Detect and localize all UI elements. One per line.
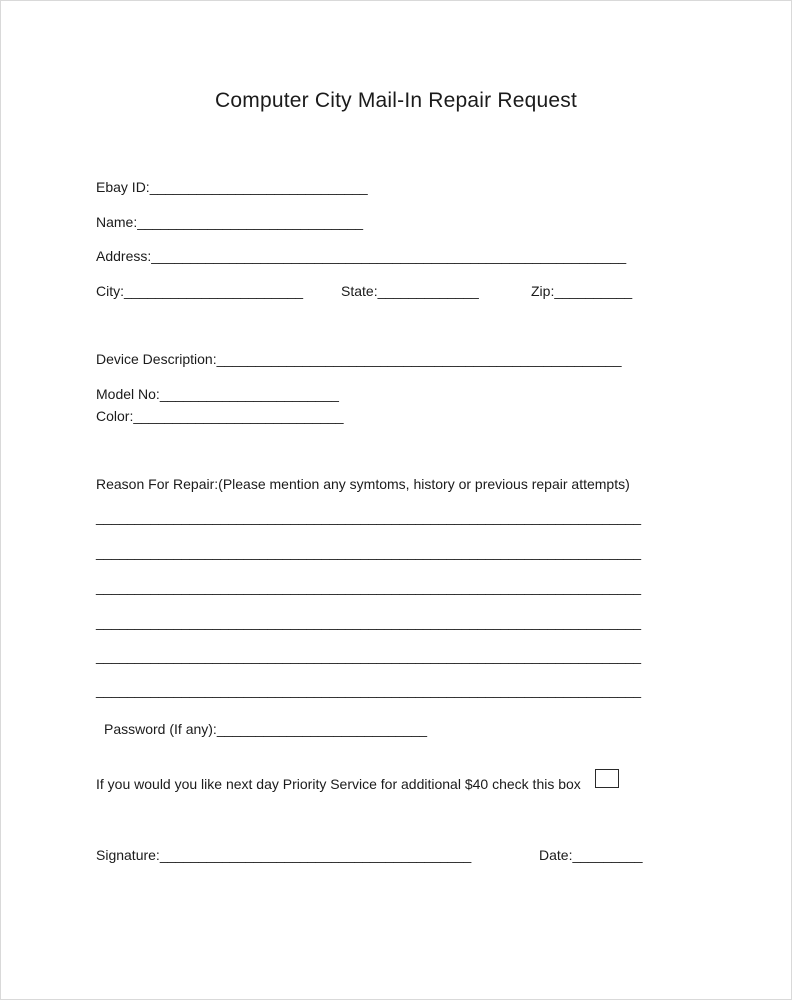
reason-blank-line: ______________________________________________________________________ — [96, 509, 642, 525]
color-row — [96, 407, 344, 425]
date-label: Date: — [539, 847, 573, 863]
reason-line-4 — [96, 613, 641, 631]
address-blank: _____________________________________________________________ — [151, 248, 627, 264]
signature-label: Signature: — [96, 847, 160, 863]
color-label: Color: — [96, 408, 134, 424]
city-field — [96, 282, 303, 300]
date-field — [539, 846, 643, 864]
reason-blank-line: ______________________________________________________________________ — [96, 614, 642, 630]
zip-blank: __________ — [554, 283, 633, 299]
reason-blank-line: ______________________________________________________________________ — [96, 579, 642, 595]
reason-blank-line: ______________________________________________________________________ — [96, 648, 642, 664]
reason-row — [96, 475, 630, 493]
reason-line-3 — [96, 578, 641, 596]
city-blank: _______________________ — [124, 283, 304, 299]
reason-label: Reason For Repair:(Please mention any symtoms, history or previous repair attempts) — [96, 476, 630, 492]
name-blank: _____________________________ — [137, 214, 364, 230]
reason-line-6 — [96, 681, 641, 699]
name-row — [96, 213, 363, 231]
device-description-blank: ____________________________________________________ — [216, 351, 622, 367]
address-label: Address: — [96, 248, 152, 264]
password-row — [104, 720, 427, 738]
state-label: State: — [341, 283, 378, 299]
model-no-blank: _______________________ — [159, 386, 339, 402]
signature-field — [96, 846, 471, 864]
signature-blank: ________________________________________ — [159, 847, 472, 863]
form-title: Computer City Mail-In Repair Request — [215, 89, 577, 112]
device-description-label: Device Description: — [96, 351, 217, 367]
model-no-label: Model No: — [96, 386, 160, 402]
reason-line-5 — [96, 647, 641, 665]
model-no-row — [96, 385, 339, 403]
reason-line-2 — [96, 543, 641, 561]
state-blank: _____________ — [377, 283, 479, 299]
reason-line-1 — [96, 508, 641, 526]
date-blank: _________ — [572, 847, 643, 863]
address-row — [96, 247, 626, 265]
ebay-id-blank: ____________________________ — [149, 179, 368, 195]
city-label: City: — [96, 283, 124, 299]
zip-label: Zip: — [531, 283, 555, 299]
priority-checkbox[interactable] — [595, 769, 619, 788]
ebay-id-label: Ebay ID: — [96, 179, 150, 195]
reason-blank-line: ______________________________________________________________________ — [96, 682, 642, 698]
state-field — [341, 282, 479, 300]
zip-field — [531, 282, 632, 300]
priority-service-row — [96, 775, 619, 795]
name-label: Name: — [96, 214, 138, 230]
password-label: Password (If any): — [104, 721, 217, 737]
priority-service-text: If you would you like next day Priority Service for additional $40 check this box — [96, 776, 581, 792]
color-blank: ___________________________ — [133, 408, 344, 424]
ebay-id-row — [96, 178, 368, 196]
reason-blank-line: ______________________________________________________________________ — [96, 544, 642, 560]
password-blank: ___________________________ — [216, 721, 428, 737]
device-description-row — [96, 350, 622, 368]
